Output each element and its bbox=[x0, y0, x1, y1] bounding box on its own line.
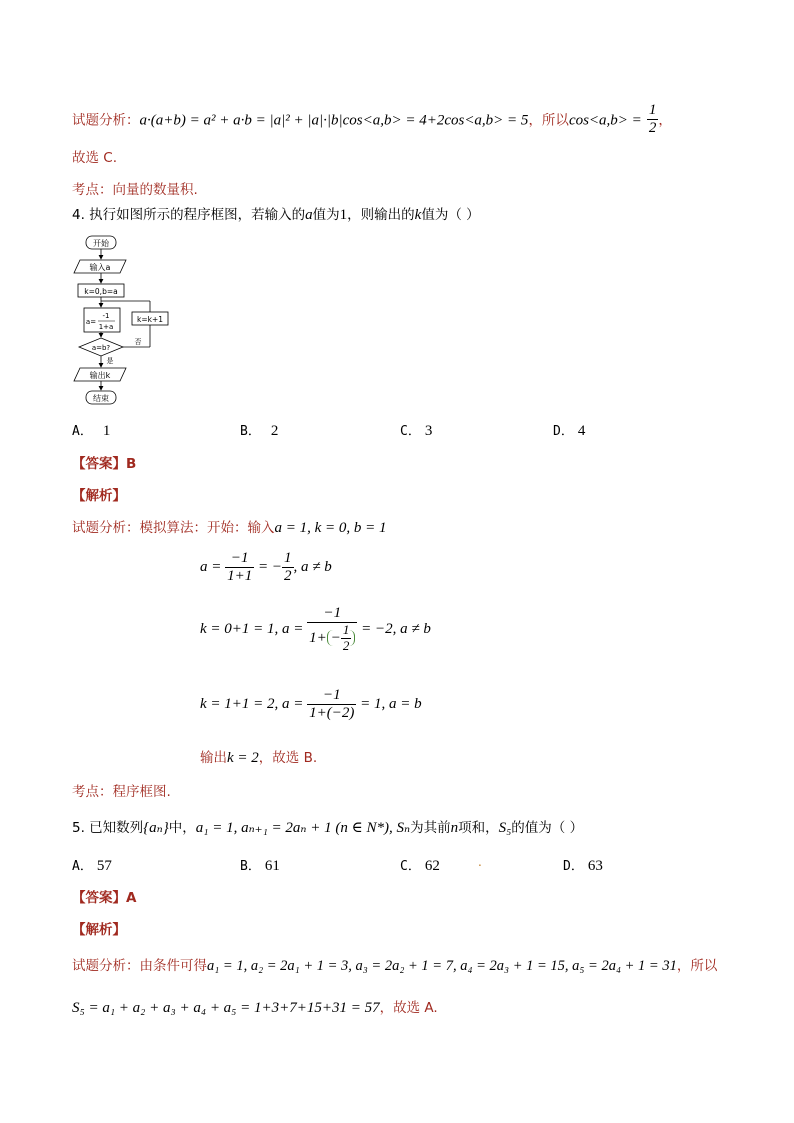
q5-option-a: A． 57 bbox=[72, 858, 112, 874]
flow-init-label: k=0,b=a bbox=[84, 287, 118, 296]
flow-assign-left: a= bbox=[85, 318, 97, 326]
q5-option-c: C． 62 bbox=[400, 858, 440, 874]
q5-option-d: D． 63 bbox=[563, 858, 603, 874]
dot-product-formula: a·(a+b) = a² + a·b = |a|² + |a|·|b|cos<a,b> = 4+2cos<a,b> = 5 bbox=[139, 112, 529, 129]
analysis-label: 试题分析： bbox=[72, 112, 140, 129]
kaodian-vector: 考点：向量的数量积. bbox=[72, 182, 198, 198]
q4-option-c: C． 3 bbox=[400, 423, 433, 439]
flow-increment-label: k=k+1 bbox=[136, 315, 164, 324]
flow-no-label: 否 bbox=[134, 338, 142, 346]
flow-assign-num: -1 bbox=[102, 312, 110, 320]
q4-step-1: a = $\frac{-1}{1+1}$ = − $\frac{1}{2}$ , a ≠ b bbox=[200, 550, 332, 585]
question-4-stem: 4. 执行如图所示的程序框图，若输入的a值为1，则输出的k值为（ ） bbox=[72, 207, 480, 223]
q4-option-d: D． 4 bbox=[553, 423, 586, 439]
q5-option-b: B． 61 bbox=[240, 858, 280, 874]
stray-dot: . bbox=[478, 855, 482, 869]
q5-analysis-line-2: S₅ = a₁ + a₂ + a₃ + a₄ + a₅ = 1+3+7+15+31 = 57，故选 A. bbox=[72, 1000, 438, 1016]
q4-output-line: 输出k = 2，故选 B. bbox=[200, 750, 318, 766]
analysis-line-vector: 试题分析：a·(a+b) = a² + a·b = |a|² + |a|·|b|cos<a,b> = 4+2cos<a,b> = 5，所以cos<a,b> = $\frac{1}{2}$ ， bbox=[72, 102, 672, 137]
flow-start-label: 开始 bbox=[93, 239, 109, 248]
question-5-stem: 5. 已知数列{aₙ}中，a₁ = 1, aₙ₊₁ = 2aₙ + 1 (n ∈ N*), Sₙ为其前n项和，S₅的值为（ ） bbox=[72, 820, 584, 836]
half-fraction: $\frac{1}{2}$ bbox=[648, 102, 657, 137]
flow-assign-den: 1+a bbox=[98, 323, 114, 331]
flow-output-label: 输出k bbox=[89, 371, 111, 380]
cos-prefix: cos<a,b> = bbox=[568, 112, 642, 129]
q4-option-b: B． 2 bbox=[240, 423, 279, 439]
q5-answer: 【答案】A bbox=[72, 890, 137, 906]
q4-step-2: k = 0+1 = 1, a = −1 1+ − $\frac{1}{2}$ = −2, a ≠ b bbox=[200, 605, 431, 654]
q4-step-3: k = 1+1 = 2, a = $\frac{-1}{1+(-2)}$ = 1, a = b bbox=[200, 687, 422, 722]
q4-analysis-head: 【解析】 bbox=[72, 488, 126, 504]
flow-yes-label: 是 bbox=[106, 357, 114, 365]
so-text: ，所以 bbox=[528, 112, 569, 129]
flow-input-label: 输入a bbox=[89, 263, 111, 272]
flow-end-label: 结束 bbox=[93, 394, 109, 403]
conclusion-c: 故选 C. bbox=[72, 150, 118, 166]
flow-decision-label: a=b? bbox=[91, 344, 111, 352]
q5-analysis-head: 【解析】 bbox=[72, 922, 126, 938]
q5-analysis-line-1: 试题分析：由条件可得a₁ = 1, a₂ = 2a₁ + 1 = 3, a₃ = 2a₂ + 1 = 7, a₄ = 2a₃ + 1 = 15, a₅ = 2a₄ + 1 = 31，所以 bbox=[72, 958, 718, 974]
q4-analysis-intro: 试题分析：模拟算法：开始：输入a = 1, k = 0, b = 1 bbox=[72, 520, 387, 536]
q4-option-a: A． 1 bbox=[72, 423, 111, 439]
program-flowchart bbox=[70, 232, 180, 406]
q4-answer: 【答案】B bbox=[72, 456, 137, 472]
kaodian-flowchart: 考点：程序框图. bbox=[72, 784, 171, 800]
